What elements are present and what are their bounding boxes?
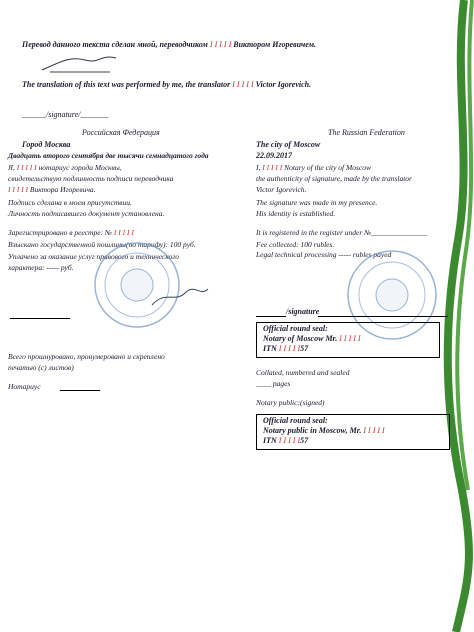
- ru-bound-1: Всего прошнуровано, пронумеровано и скреплено: [8, 352, 165, 361]
- en-collated-2: ____ pages: [256, 379, 291, 388]
- box2-line-1: Official round seal:: [263, 416, 328, 425]
- ru-paragraph-2: свидетельствую подлинность подписи переводчика: [8, 174, 174, 183]
- ru-tech-1: Уплачено за оказание услуг правового и технического: [8, 252, 180, 261]
- signature-line: ______/signature/_______: [22, 110, 109, 119]
- en-paragraph-2: the authenticity of signature, made by the translator: [256, 174, 412, 183]
- box1-line-3: ITN I I I I I57: [263, 344, 309, 353]
- en-country: The Russian Federation: [328, 128, 405, 137]
- en-signature-line-2: [318, 316, 448, 317]
- box1-line-1: Official round seal:: [263, 324, 328, 333]
- en-date: 22.09.2017: [256, 151, 292, 160]
- ru-date: Двадцать второго сентября две тысячи семнадцатого года: [8, 151, 209, 160]
- ru-notary-line: [60, 390, 100, 391]
- official-seal-box-2: [256, 414, 450, 450]
- ru-notary: Нотариус: [8, 382, 41, 391]
- en-notary-public: Notary public:(signed): [256, 398, 325, 407]
- translator-statement-ru: Перевод данного текста сделан мной, переводчиком I I I I I Виктором Игоревичем.: [22, 40, 317, 49]
- ru-country: Российская Федерация: [82, 128, 160, 137]
- en-tech: Legal technical processing ----- rubles payed: [256, 250, 392, 259]
- ru-paragraph-5: Личность подписавшего документ установлена.: [8, 209, 165, 218]
- en-paragraph-4: The signature was made in my presence.: [256, 198, 378, 207]
- ru-tech-2: характера: ----- руб.: [8, 263, 74, 272]
- ru-bound-2: печатью (с) листов): [8, 363, 74, 372]
- en-paragraph-1: I, I I I I I Notary of the city of Moscow: [256, 163, 371, 172]
- en-signature: /signature: [286, 307, 320, 316]
- ru-paragraph-1: Я, I I I I I нотариус города Москвы,: [8, 163, 122, 172]
- ru-fee: Взыскано государственной пошлины(по тарифу): 100 руб.: [8, 240, 196, 249]
- translator-signature-ru: [40, 52, 120, 74]
- ru-paragraph-3: I I I I I Виктора Игоревича.: [8, 185, 96, 194]
- ru-register: Зарегистрировано в реестре: № I I I I I: [8, 228, 134, 237]
- en-fee: Fee collected: 100 rubles.: [256, 240, 335, 249]
- official-seal-box-1: [256, 322, 440, 358]
- ru-city: Город Москва: [22, 140, 71, 149]
- en-city: The city of Moscow: [256, 140, 321, 149]
- en-paragraph-3: Victor Igorevich.: [256, 185, 307, 194]
- box1-line-2: Notary of Moscow Mr. I I I I I: [263, 334, 361, 343]
- ru-divider: [10, 318, 70, 319]
- en-register: It is registered in the register under №_______________: [256, 228, 428, 237]
- translator-statement-en: The translation of this text was performed by me, the translator I I I I I Victor Igorevich.: [22, 80, 312, 89]
- box2-line-2: Notary public in Moscow, Mr. I I I I I: [263, 426, 385, 435]
- ru-paragraph-4: Подпись сделана в моем присутствии.: [8, 198, 132, 207]
- en-signature-line: [256, 316, 286, 317]
- en-paragraph-5: His identity is established.: [256, 209, 336, 218]
- box2-line-3: ITN I I I I I57: [263, 436, 309, 445]
- notary-signature-left: [150, 285, 210, 310]
- en-collated-1: Collated, numbered and sealed: [256, 368, 350, 377]
